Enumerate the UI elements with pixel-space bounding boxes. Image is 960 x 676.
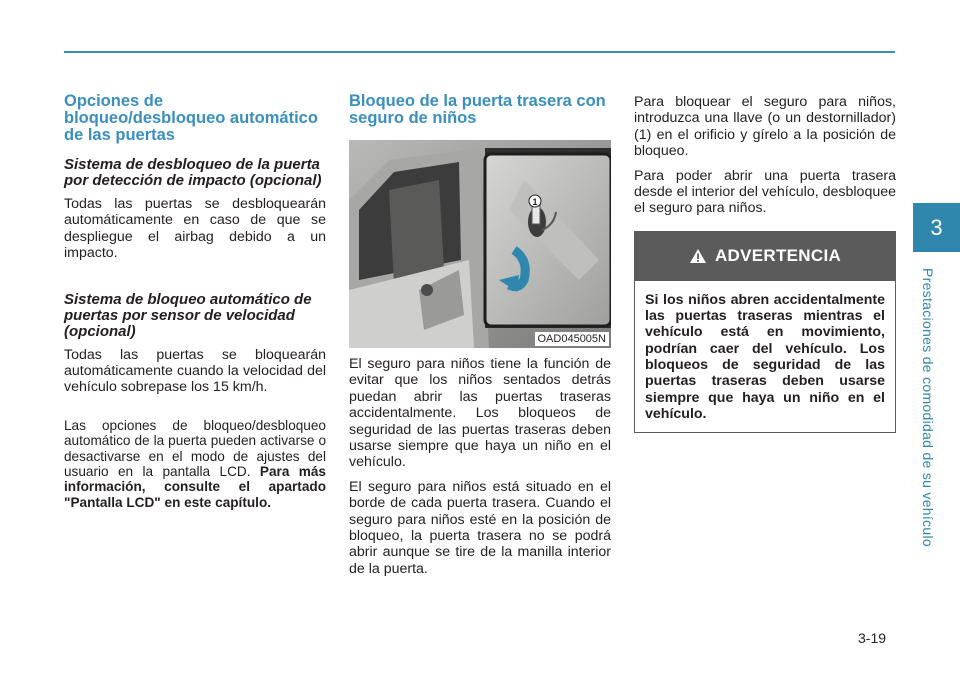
figure-code: OAD045005N: [535, 332, 610, 346]
chapter-title: Prestaciones de comodidad de su vehículo: [920, 268, 936, 547]
column-left: [64, 93, 326, 518]
car-door-illustration: [349, 140, 611, 348]
column-middle: [349, 93, 611, 585]
warning-text: Si los niños abren accidentalmente las puertas traseras mientras el vehículo está en movimiento, podrían caer del vehículo. Los bloqueos de seguridad de las puertas traseras deben usarse siempre que haya un niño en el vehículo.: [645, 291, 885, 422]
warning-header: [635, 232, 895, 281]
paragraph-lcd-options: [64, 418, 326, 510]
figure-callout-number: 1: [532, 197, 538, 207]
paragraph-child-lock-location: El seguro para niños está situado en el borde de cada puerta trasera. Cuando el seguro para niños esté en la posición de bloqueo, la puerta trasera no se podrá abrir aunque se tire de la manilla interior de la puerta.: [349, 478, 611, 577]
paragraph-speed-lock: Todas las puertas se bloquearán automáticamente cuando la velocidad del vehículo sobrepase los 15 km/h.: [64, 346, 326, 396]
subheading-impact-unlock: Sistema de desbloqueo de la puerta por detección de impacto (opcional): [64, 156, 322, 189]
warning-triangle-icon: [689, 248, 707, 264]
subheading-speed-lock: Sistema de bloqueo automático de puertas por sensor de velocidad (opcional): [64, 290, 312, 340]
paragraph-lock-instructions: Para bloquear el seguro para niños, introduzca una llave (o un destornillador) (1) en el orificio y gírelo a la posición de bloqueo.: [634, 94, 896, 160]
lcd-reference-text: Para más información, consulte el apartado "Pantalla LCD" en este capítulo.: [64, 464, 326, 510]
paragraph-child-lock-purpose: El seguro para niños tiene la función de evitar que los niños sentados detrás puedan abrir las puertas traseras accidentalmente. Los bloqueos de seguridad de las puertas traseras deben usarse siempre que haya un niño en el vehículo.: [349, 356, 611, 471]
chapter-number: 3: [930, 214, 943, 240]
paragraph-impact-unlock: Todas las puertas se desbloquearán automáticamente en caso de que se despliegue el airbag debido a un impacto.: [64, 196, 326, 262]
section-heading-child-lock: Bloqueo de la puerta trasera con seguro de niños: [349, 92, 606, 127]
top-rule: [64, 51, 895, 53]
paragraph-unlock-instructions: Para poder abrir una puerta trasera desde el interior del vehículo, desbloquee el seguro para niños.: [634, 167, 896, 217]
child-lock-figure: [349, 140, 611, 348]
section-heading-auto-lock: Opciones de bloqueo/desbloqueo automático de las puertas: [64, 92, 318, 144]
column-right: [634, 94, 896, 433]
warning-title: ADVERTENCIA: [714, 246, 842, 266]
lcd-options-text: Las opciones de bloqueo/desbloqueo automático de la puerta pueden activarse o desactivarse en el modo de ajustes del usuario en la pantalla LCD.: [64, 417, 326, 480]
warning-box: [634, 231, 896, 433]
page-number: 3-19: [858, 630, 887, 646]
chapter-tab: [913, 203, 960, 252]
